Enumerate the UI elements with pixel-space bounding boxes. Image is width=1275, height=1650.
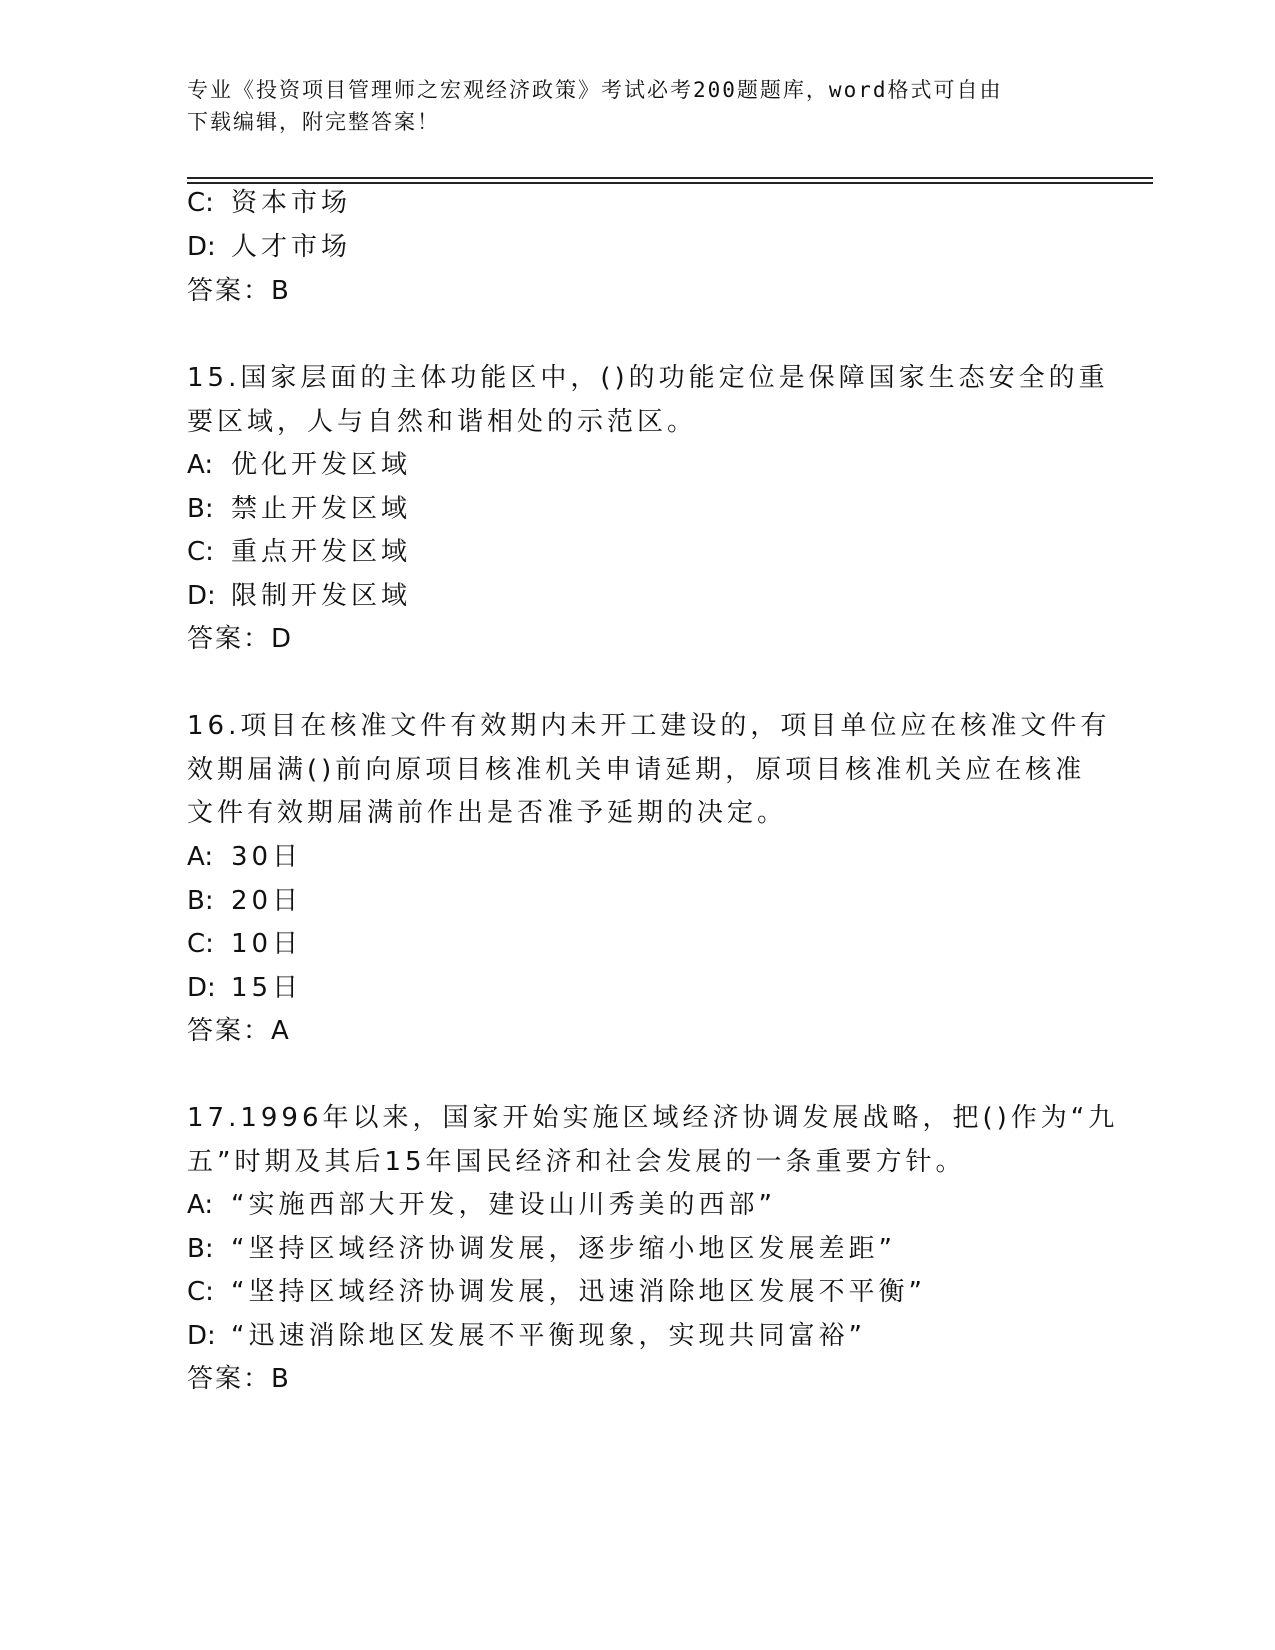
option-line <box>187 1188 776 1222</box>
option-line <box>187 840 302 874</box>
option-line <box>187 535 411 569</box>
option-text: 重点开发区域 <box>231 537 412 567</box>
option-key: D: <box>187 1321 216 1351</box>
option-key: A: <box>187 842 214 872</box>
question-text-line: 17.1996年以来，国家开始实施区域经济协调发展战略，把()作为“九 <box>187 1103 1119 1133</box>
option-text: “坚持区域经济协调发展，迅速消除地区发展不平衡” <box>231 1277 926 1307</box>
question-text-line: 15.国家层面的主体功能区中，()的功能定位是保障国家生态安全的重 <box>187 363 1109 393</box>
option-text: 资本市场 <box>231 188 352 218</box>
answer-line: 答案：B <box>187 1364 291 1394</box>
answer-line: 答案：B <box>187 276 291 306</box>
option-key: B: <box>187 886 214 916</box>
header-divider-bottom <box>187 182 1153 184</box>
option-key: D: <box>187 232 216 262</box>
option-line <box>187 186 351 220</box>
option-key: D: <box>187 581 216 611</box>
option-key: C: <box>187 537 214 567</box>
option-line <box>187 448 411 482</box>
option-key: D: <box>187 973 216 1003</box>
option-key: C: <box>187 1277 214 1307</box>
option-text: 10日 <box>231 929 303 959</box>
option-text: 人才市场 <box>231 232 352 262</box>
option-line <box>187 579 411 613</box>
option-text: 优化开发区域 <box>231 450 412 480</box>
option-line <box>187 492 411 526</box>
header-divider-top <box>187 177 1153 179</box>
option-line <box>187 884 302 918</box>
option-line <box>187 971 302 1005</box>
option-line <box>187 927 302 961</box>
question-text-line: 16.项目在核准文件有效期内未开工建设的，项目单位应在核准文件有 <box>187 711 1111 741</box>
option-text: “迅速消除地区发展不平衡现象，实现共同富裕” <box>231 1321 866 1351</box>
option-text: 限制开发区域 <box>231 581 412 611</box>
answer-line: 答案：D <box>187 624 294 654</box>
option-line <box>187 1232 896 1266</box>
option-key: C: <box>187 929 214 959</box>
answer-line: 答案：A <box>187 1016 291 1046</box>
option-key: A: <box>187 1190 214 1220</box>
option-text: 20日 <box>231 886 303 916</box>
header-line-1: 专业《投资项目管理师之宏观经济政策》考试必考200题题库，word格式可自由 <box>187 78 1003 102</box>
option-line <box>187 1275 926 1309</box>
option-text: “坚持区域经济协调发展，逐步缩小地区发展差距” <box>231 1234 896 1264</box>
option-text: “实施西部大开发，建设山川秀美的西部” <box>231 1190 776 1220</box>
option-text: 30日 <box>231 842 303 872</box>
document-header <box>187 74 1087 138</box>
option-key: B: <box>187 494 214 524</box>
option-key: B: <box>187 1234 214 1264</box>
question-text-line: 文件有效期届满前作出是否准予延期的决定。 <box>187 798 788 828</box>
option-text: 禁止开发区域 <box>231 494 412 524</box>
option-line <box>187 230 351 264</box>
option-key: C: <box>187 188 214 218</box>
question-text-line: 效期届满()前向原项目核准机关申请延期，原项目核准机关应在核准 <box>187 755 1086 785</box>
option-key: A: <box>187 450 214 480</box>
question-text-line: 要区域，人与自然和谐相处的示范区。 <box>187 407 698 437</box>
header-line-2: 下载编辑，附完整答案！ <box>187 110 440 134</box>
question-text-line: 五”时期及其后15年国民经济和社会发展的一条重要方针。 <box>187 1147 966 1177</box>
option-text: 15日 <box>231 973 303 1003</box>
option-line <box>187 1319 866 1353</box>
